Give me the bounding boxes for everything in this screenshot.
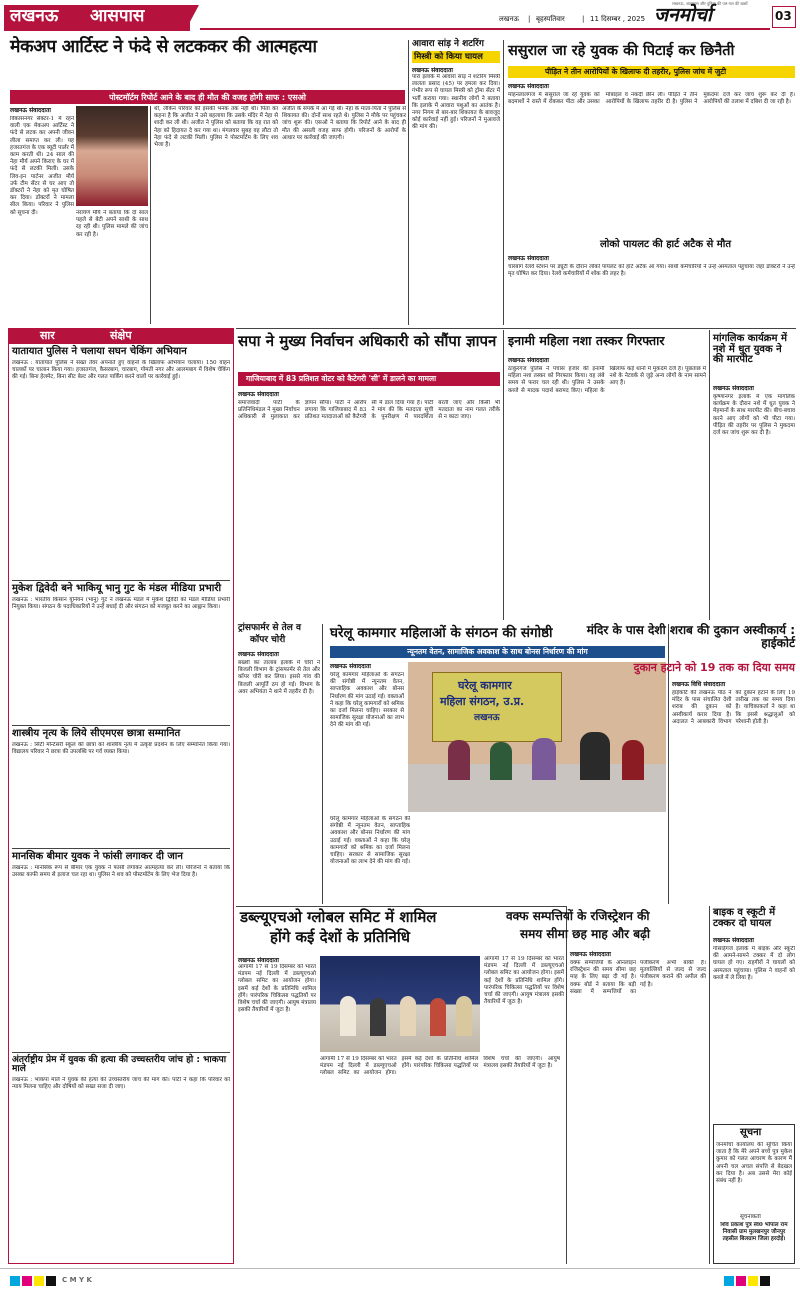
story12-text: आगामी 17 से 19 दिसम्बर को भारत मंडपम नई दिल्ली में डब्ल्यूएचओ ग्लोबल समिट का आयोजन होगा। इसमें कई देशों के प्रतिनिधि शामिल होंगे। पारंपरिक चिकित्सा पद्धतियों पर विशेष चर्चा की जाएगी। आयुष मंत्रालय इसकी तैयारियों में जुटा है। [320,1056,560,1077]
masthead-tagline: लखनऊ, आसपास और दुनिया की पल-पल की खबरें [672,1,748,6]
rule [709,906,710,1264]
story10-byline: लखनऊ विधि संवाददाता [672,681,726,688]
registration-swatch-cyan [10,1276,20,1286]
story3-text: मोहनलालगंज में ससुराल जा रहे युवक को बदमाशों ने रास्ते में रोककर पीटा और उसका मोबाइल व नकदी छीन ली। पीड़ित ने तीन आरोपियों के खिलाफ तहरीर दी है। पुलिस ने मुकदमा दर्ज कर जांच शुरू कर दी है। आरोपियों की तलाश में दबिश दी जा रही है। [508,92,795,106]
story10-headline: मंदिर के पास देशी शराब की दुकान अस्वीकार्य : हाईकोर्ट [586,623,795,650]
rule [503,330,504,620]
brief-headline: मानसिक बीमार युवक ने फांसी लगाकर दी जान [12,851,183,862]
story4-headline: लोको पायलट की हार्ट अटैक से मौत [600,239,732,250]
story4-body [508,254,795,324]
story5-headline: सपा ने मुख्य निर्वाचन अधिकारी को सौंपा ज्ञापन [238,332,497,350]
brief-item [12,1056,230,1267]
rule [150,106,151,324]
story12-side [484,956,564,1052]
story10-body [672,680,795,908]
story7-byline: लखनऊ संवाददाता [713,385,754,392]
brief-title-right: संक्षेप [110,329,132,342]
rule [322,624,323,904]
registration-swatch-yellow [34,1276,44,1286]
story2-headline-line1: आवारा सांड़ ने शटरिंग [412,39,484,49]
rule [408,40,409,325]
registration-swatch-black [46,1276,56,1286]
story10-text: हाईकोर्ट की लखनऊ पीठ ने मंदिर के पास संचालित देशी शराब की दुकान को अस्वीकार्य करार दिया है। अदालत ने आबकारी विभाग को दुकान हटाने के लिए 19 तारीख तक का समय दिया है। याचिकाकर्ता ने कहा था कि इससे श्रद्धालुओं को परेशानी होती है। [672,690,795,725]
story9-body-bottom [330,816,666,902]
rule [503,40,504,325]
story6-text: ठाकुरगंज पुलिस ने पचास हजार की इनामी महिला नशा तस्कर को गिरफ्तार किया। वह लंबे समय से फरार चल रही थी। पुलिस ने उसके कब्जे से मादक पदार्थ बरामद किए। महिला के खिलाफ कई थानों में मुकदमे दर्ज हैं। पूछताछ में नशे के नेटवर्क से जुड़े अन्य लोगों के नाम सामने आए हैं। [508,366,706,394]
story8-headline-line2: कॉपर चोरी [250,635,286,645]
brief-headline: यातायात पुलिस ने चलाया सघन चेकिंग अभियान [12,346,187,357]
dateline-day: बृहस्पतिवार [536,15,565,23]
story1-portrait [76,106,148,206]
story6-headline: इनामी महिला नशा तस्कर गिरफ्तार [508,333,665,348]
story1-col3: अजीत के संपर्क में आ गई थी। नेहा के माता-पिता ने पुलिस से शिकायत की। दोनों साथ रहते थे। पुलिस ने मौके पर पहुंचकर जांच शुरू की। एसओ ने बताया कि रिपोर्ट आने के बाद ही मौत की असली वजह साफ होगी। परिजनों के आरोपों के आधार पर कार्रवाई की जाएगी। [282,106,406,141]
story12-headline-line1: डब्ल्यूएचओ ग्लोबल समिट में शामिल [240,908,437,926]
brief-item [12,584,230,717]
story1-col1 [10,106,74,324]
brief-text: लखनऊ : सिटी मोन्टेसरी स्कूल की छात्रा को शास्त्रीय नृत्य में उत्कृष्ट प्रदर्शन के लिए सम्मानित किया गया। विद्यालय परिवार ने छात्रा की उपलब्धि पर गर्व व्यक्त किया। [12,741,230,755]
rule [12,848,230,849]
story9-banner-line1: घरेलू कामगार [458,679,512,692]
story13-body [570,950,706,1262]
brief-headline: अंतर्राष्ट्रीय प्रेम में युवक की हत्या की उच्चस्तरीय जांच हो : भाकपा माले [12,1055,227,1075]
subsection-label: आसपास [90,6,145,26]
rule [12,580,230,581]
story9-text: घरेलू कामगार महिलाओं के संगठन की संगोष्ठी में न्यूनतम वेतन, साप्ताहिक अवकाश और बोनस निर्धारण की मांग उठाई गई। वक्ताओं ने कहा कि घरेलू कामगारों को श्रमिक का दर्जा मिलना चाहिए। सरकार से सामाजिक सुरक्षा योजनाओं का लाभ देने की मांग की गई। [330,672,404,729]
story3-headline: ससुराल जा रहे युवक की पिटाई कर छिनैती [508,43,735,59]
brief-headline: शास्त्रीय नृत्य के लिये सीएमएस छात्रा सम्मानित [12,728,181,739]
paper-name-logo: जनमोर्चा [654,4,712,26]
dateline-sep2: | [582,15,585,23]
dateline-sep1: | [528,15,531,23]
story1-byline: लखनऊ संवाददाता [10,107,51,114]
story7-text: कृष्णानगर इलाके में एक मांगलिक कार्यक्रम के दौरान नशे में धुत युवक ने मेहमानों के साथ मारपीट की। बीच-बचाव करने आए लोगों को भी पीटा गया। पीड़ित की तहरीर पर पुलिस ने मुकदमा दर्ज कर जांच शुरू कर दी है। [713,394,795,437]
rule [709,330,710,620]
story9-body-left [330,662,404,812]
brief-headline: मुकेश द्विवेदी बने भाकियू भानु गुट के मंडल मीडिया प्रभारी [12,583,222,594]
story1-subhead-band [10,90,405,104]
story8-byline: लखनऊ संवाददाता [238,651,279,658]
story13-headline-line1: वक्फ सम्पत्तियों के रजिस्ट्रेशन की [506,909,650,923]
person-figure [456,996,472,1036]
story5-text: समाजवादी पार्टी के प्रतिनिधिमंडल ने मुख्य निर्वाचन अधिकारी से मुलाकात कर ज्ञापन सौंपा। पार्टी ने आरोप लगाया कि गाजियाबाद में 83 प्रतिशत मतदाताओं को कैटेगरी सी में डाल दिया गया है। पार्टी ने मांग की कि मतदाता सूची के पुनरीक्षण में पारदर्शिता बरती जाए और किसी भी मतदाता का नाम गलत तरीके से न काटा जाए। [238,400,500,421]
rule [236,906,566,907]
person-figure [622,740,644,780]
notice-address: शिव प्रकाश पुत्र स्व0 भोपाल राम निवासी ग्राम मुलखनपुर जौनपुर तहसील बिलग्राम जिला हरदोई। [720,1222,788,1243]
story13-headline-line2: समय सीमा छह माह और बढ़ी [520,927,650,941]
registration-swatch-cyan [724,1276,734,1286]
story1-subhead: पोस्टमॉर्टम रिपोर्ट आने के बाद ही मौत की वजह होगी साफ : एसओ [109,92,306,102]
person-figure [580,732,610,780]
story11-body [713,936,795,1116]
story9-text: घरेलू कामगार महिलाओं के संगठन की संगोष्ठी में न्यूनतम वेतन, साप्ताहिक अवकाश और बोनस निर्धारण की मांग उठाई गई। वक्ताओं ने कहा कि घरेलू कामगारों को श्रमिक का दर्जा मिलना चाहिए। सरकार से सामाजिक सुरक्षा योजनाओं का लाभ देने की मांग की गई। [330,816,411,866]
story9-subhead: न्यूनतम वेतन, सामाजिक अवकाश के साथ बोनस निर्धारण की मांग [407,647,588,656]
brief-item [12,347,230,578]
story3-body [508,82,795,237]
story11-byline: लखनऊ संवाददाता [713,937,754,944]
registration-swatch-yellow [748,1276,758,1286]
story1-col1-text: विकासनगर सेक्टर-1 में रहने वाली एक मेकअप आर्टिस्ट ने फंदे से लटक कर अपनी जीवन लीला समाप्त कर ली। यह हजरतगंज के एक ब्यूटी पार्लर में काम करती थी। 24 साल की नेहा मौर्य अपने किराए के घर में फंदे से लटकी मिली। उसके लिव-इन पार्टनर अजीत मौर्य उर्फ टीम सेंटर से घर आए तो डॉक्टरों ने नेहा को मृत घोषित कर दिया। डॉक्टरों ने मामला सील किया। परिवार ने पुलिस को सूचना दी। [10,116,74,216]
registration-swatch-magenta [736,1276,746,1286]
masthead [0,0,800,34]
brief-item [12,852,230,1045]
story13-byline: लखनऊ संवाददाता [570,951,611,958]
section-tab-corner [185,5,199,31]
story9-headline: घरेलू कामगार महिलाओं के संगठन की संगोष्ठी [330,625,553,641]
story5-subhead-band [238,372,500,386]
brief-text: लखनऊ : यातायात पुलिस ने सख्त तेवर अपनाते हुए वाहनों के खिलाफ अभियान चलाया। 150 वाहन चालकों पर चालान किया गया। हजरतगंज, कैसरबाग, चारबाग, गोमती नगर और आलमबाग में विशेष चेकिंग की गई। बिना हेलमेट, बिना सीट बेल्ट और गलत पार्किंग करने वालों पर कार्रवाई हुई। [12,359,230,380]
story12-byline: लखनऊ संवाददाता [238,957,279,964]
notice-title: सूचना [740,1127,762,1138]
story9-byline: लखनऊ संवाददाता [330,663,371,670]
person-figure [340,996,356,1036]
story6-body [508,356,706,620]
story12-headline-line2: होंगे कई देशों के प्रतिनिधि [270,928,410,946]
story12-photo [320,956,480,1052]
dateline-city: लखनऊ [499,15,519,23]
story3-subhead: पीड़ित ने तीन आरोपियों के खिलाफ दी तहरीर, पुलिस जांच में जुटी [545,67,727,76]
person-figure [490,742,512,780]
brief-item [12,729,230,842]
rule [12,725,230,726]
story8-body [238,650,320,900]
story2-byline: लखनऊ संवाददाता [412,67,453,74]
notice-signer: सूचनाकर्ता [740,1214,761,1220]
story7-headline: मांगलिक कार्यक्रम में नशे में धुत युवक ने की मारपीट [713,333,787,365]
story5-body [238,390,500,620]
story6-byline: लखनऊ संवाददाता [508,357,549,364]
story12-text: आगामी 17 से 19 दिसम्बर को भारत मंडपम नई दिल्ली में डब्ल्यूएचओ ग्लोबल समिट का आयोजन होगा। इसमें कई देशों के प्रतिनिधि शामिल होंगे। पारंपरिक चिकित्सा पद्धतियों पर विशेष चर्चा की जाएगी। आयुष मंत्रालय इसकी तैयारियों में जुटा है। [238,964,316,1014]
story8-headline-line1: ट्रांसफार्मर से तेल व [238,623,302,633]
story4-text: चारबाग रेलवे स्टेशन पर ड्यूटी के दौरान लोको पायलट को हार्ट अटैक आ गया। साथी कर्मचारियों ने उन्हें अस्पताल पहुंचाया जहां डॉक्टरों ने उन्हें मृत घोषित कर दिया। रेलवे कर्मचारियों में शोक की लहर है। [508,264,795,278]
story13-text: वक्फ सम्पत्तियों के ऑनलाइन रजिस्ट्रेशन की समय सीमा छह माह के लिए बढ़ा दी गई है। वक्फ बोर्ड ने बताया कि बड़ी संख्या में सम्पत्तियों का पंजीकरण अभी बाकी है। मुतवल्लियों से जल्द से जल्द पंजीकरण कराने की अपील की गई है। [570,960,706,995]
rule [12,1052,230,1053]
brief-title-left: सार [40,329,55,342]
story1-headline: मेकअप आर्टिस्ट ने फंदे से लटककर की आत्महत्या [10,37,317,57]
person-figure [400,996,416,1036]
story8-text: बख्शी का तालाब इलाके में चोरों ने बिजली विभाग के ट्रांसफार्मर से तेल और कॉपर चोरी कर लिया। इससे गांव की बिजली आपूर्ति ठप हो गई। विभाग के अवर अभियंता ने थाने में तहरीर दी है। [238,660,320,695]
registration-label: C M Y K [62,1276,92,1284]
footer-bar [0,1268,800,1295]
story11-headline: बाइक व स्कूटी में टक्कर दो घायल [713,907,776,929]
story5-subhead: गाजियाबाद में 83 प्रतिशत वोटर को कैटेगरी 'सी' में डालने का मामला [246,374,437,383]
person-figure [448,740,470,780]
story11-text: गोसाईगंज इलाके में बाइक और स्कूटी की आमने-सामने टक्कर में दो लोग घायल हो गए। राहगीरों ने घायलों को अस्पताल पहुंचाया। पुलिस ने वाहनों को कब्जे में ले लिया है। [713,946,795,981]
person-figure [532,738,556,780]
dateline-date: 11 दिसम्बर , 2025 [590,15,646,23]
story12-text: आगामी 17 से 19 दिसम्बर को भारत मंडपम नई दिल्ली में डब्ल्यूएचओ ग्लोबल समिट का आयोजन होगा। इसमें कई देशों के प्रतिनिधि शामिल होंगे। पारंपरिक चिकित्सा पद्धतियों पर विशेष चर्चा की जाएगी। आयुष मंत्रालय इसकी तैयारियों में जुटा है। [484,956,564,1006]
notice-text: जनमोर्चा कार्यालय की सूचित किया जाता है कि मेरे अपने बच्चे पुत्र मुकेश कुमार को गलत आचरण के कारण मैं अपनी चल अचल संपत्ति से बेदखल कर दिया है। अब उससे मेरा कोई संबंध नहीं है। [716,1142,792,1185]
rule [566,906,567,1264]
story9-photo [408,662,666,812]
registration-swatch-black [760,1276,770,1286]
story5-byline: लखनऊ संवाददाता [238,391,279,398]
brief-text: लखनऊ : मानसिक रूप से बीमार एक युवक ने फांसी लगाकर आत्महत्या कर ली। परिजनों ने बताया कि उसका काफी समय से इलाज चल रहा था। पुलिस ने शव को पोस्टमॉर्टम के लिए भेज दिया है। [12,864,230,878]
section-label: लखनऊ [10,6,59,26]
brief-text: लखनऊ : भारतीय किसान यूनियन (भानु) गुट ने लखनऊ मंडल में मुकेश द्विवेदी को मंडल मीडिया प्रभारी नियुक्त किया। संगठन के पदाधिकारियों ने उन्हें बधाई दी और संगठन को मजबूत करने का आह्वान किया। [12,596,230,610]
person-figure [370,998,386,1036]
page-number: 03 [775,9,792,23]
story9-banner-line3: लखनऊ [474,713,500,723]
story1-caption: नरायण मौर्य ने बताया कि दो साल पहले से बेटी अपने साथी के साथ रह रही थी। पुलिस मामले की जांच कर रही है। [76,210,148,238]
masthead-rule [200,28,770,30]
registration-swatch-magenta [22,1276,32,1286]
story3-byline: लखनऊ संवाददाता [508,83,549,90]
brief-text: लखनऊ : भाकपा माले ने युवक की हत्या की उच्चस्तरीय जांच की मांग की। पार्टी ने कहा कि परिवार को न्याय मिलना चाहिए और दोषियों को सख्त सजा दी जाए। [12,1076,230,1091]
story10-subhead: दुकान हटाने को 19 तक का दिया समय [633,661,795,674]
story1-col2: थी, लेकिन परिवार को इसकी भनक तक नहीं थी। पिता का कहना है कि अजीत ने उसे बहलाया कि उसके मंदिर में नेहा से शादी कर ली थी। अजीत ने पुलिस को बताया कि वह रात को नेहा को हिदायत दे कर गया था। मंगलवार सुबह वह लौटा तो नेहा फंदे से लटकी मिली। पुलिस ने पोस्टमॉर्टम के लिए शव भेजा है। [154,106,278,149]
story9-banner-line2: महिला संगठन, उ.प्र. [440,695,525,708]
person-figure [430,998,446,1036]
rule [236,328,796,329]
story4-byline: लखनऊ संवाददाता [508,255,549,262]
story7-body [713,384,795,620]
story2-text: पारा इलाके में आवारा सांड़ ने शटरिंग मिस्त्री लालता प्रसाद (45) पर हमला कर दिया। गंभीर रूप से घायल मिस्त्री को ट्रॉमा सेंटर में भर्ती कराया गया। स्थानीय लोगों ने बताया कि इलाके में आवारा पशुओं का आतंक है। नगर निगम से बार-बार शिकायत के बावजूद कोई कार्रवाई नहीं हुई। परिजनों ने मुआवजे की मांग की। [412,74,500,131]
story2-headline-line2: मिस्त्री को किया घायल [414,52,483,62]
